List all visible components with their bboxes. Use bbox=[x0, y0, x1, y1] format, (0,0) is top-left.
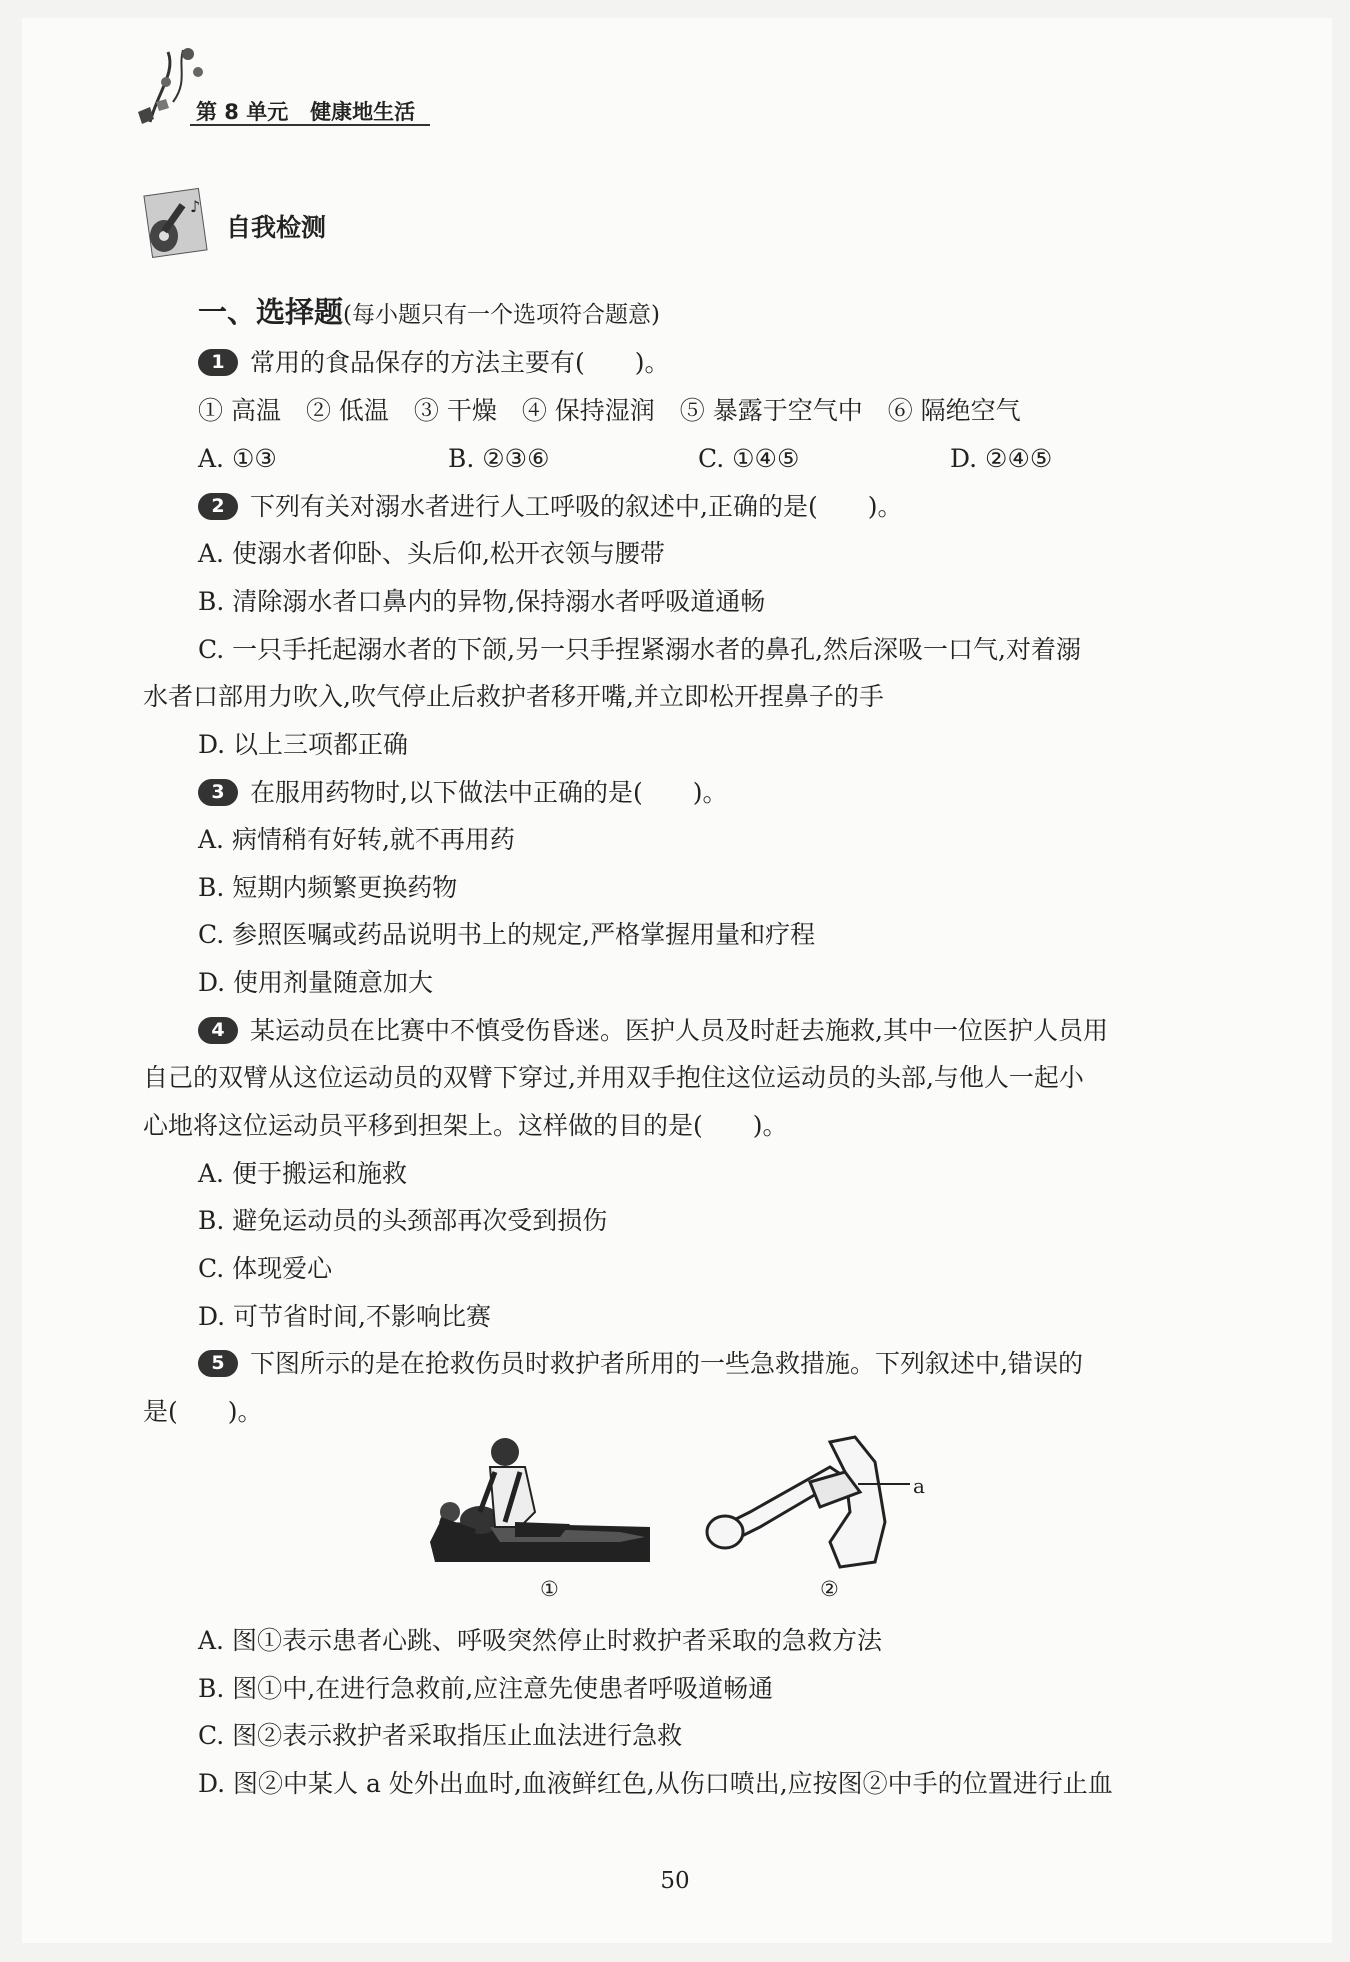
question-4-stem-line1: 4 某运动员在比赛中不慎受伤昏迷。医护人员及时赶去施救,其中一位医护人员用 bbox=[198, 1014, 1108, 1048]
question-5-stem-line2: 是( )。 bbox=[143, 1397, 263, 1426]
header-underline bbox=[190, 124, 430, 126]
unit-header: 第 8 单元 健康地生活 bbox=[196, 100, 416, 124]
question-5-option-d: D. 图②中某人 a 处外出血时,血液鲜红色,从伤口喷出,应按图②中手的位置进行止血 bbox=[198, 1769, 1113, 1798]
question-type-heading: 一、选择题(每小题只有一个选项符合题意) bbox=[198, 295, 660, 329]
question-3-option-d: D. 使用剂量随意加大 bbox=[198, 968, 434, 997]
question-1-option-b: B. ②③⑥ bbox=[448, 444, 550, 473]
question-number-badge: 1 bbox=[198, 349, 238, 376]
question-3-option-b: B. 短期内频繁更换药物 bbox=[198, 873, 458, 902]
cpr-illustration bbox=[420, 1432, 660, 1572]
question-2-option-a: A. 使溺水者仰卧、头后仰,松开衣领与腰带 bbox=[198, 539, 665, 568]
question-4-stem-line2: 自己的双臂从这位运动员的双臂下穿过,并用双手抱住这位运动员的头部,与他人一起小 bbox=[143, 1063, 1084, 1092]
question-4-option-c: C. 体现爱心 bbox=[198, 1254, 333, 1283]
question-2-option-d: D. 以上三项都正确 bbox=[198, 730, 409, 759]
figure-2-caption: ② bbox=[820, 1577, 839, 1601]
question-1-option-d: D. ②④⑤ bbox=[950, 444, 1053, 473]
question-number-badge: 4 bbox=[198, 1017, 238, 1044]
question-4-option-a: A. 便于搬运和施救 bbox=[198, 1159, 407, 1188]
question-4-option-d: D. 可节省时间,不影响比赛 bbox=[198, 1302, 491, 1331]
arm-pressure-illustration bbox=[700, 1432, 940, 1577]
question-number-badge: 5 bbox=[198, 1350, 238, 1377]
question-3-option-c: C. 参照医嘱或药品说明书上的规定,严格掌握用量和疗程 bbox=[198, 920, 816, 949]
question-5-option-b: B. 图①中,在进行急救前,应注意先使患者呼吸道畅通 bbox=[198, 1674, 774, 1703]
question-5-stem-line1: 5 下图所示的是在抢救伤员时救护者所用的一些急救措施。下列叙述中,错误的 bbox=[198, 1347, 1083, 1381]
question-number-badge: 3 bbox=[198, 779, 238, 806]
question-number-badge: 2 bbox=[198, 493, 238, 520]
question-3-stem: 3 在服用药物时,以下做法中正确的是( )。 bbox=[198, 776, 727, 810]
figure-2-label-a: a bbox=[913, 1474, 925, 1498]
question-4-option-b: B. 避免运动员的头颈部再次受到损伤 bbox=[198, 1206, 608, 1235]
figure-1-caption: ① bbox=[540, 1577, 559, 1601]
question-1-items: ① 高温 ② 低温 ③ 干燥 ④ 保持湿润 ⑤ 暴露于空气中 ⑥ 隔绝空气 bbox=[198, 396, 1021, 425]
question-4-stem-line3: 心地将这位运动员平移到担架上。这样做的目的是( )。 bbox=[143, 1111, 788, 1140]
question-2-option-c-line1: C. 一只手托起溺水者的下颌,另一只手捏紧溺水者的鼻孔,然后深吸一口气,对着溺 bbox=[198, 635, 1081, 664]
question-2-option-b: B. 清除溺水者口鼻内的异物,保持溺水者呼吸道通畅 bbox=[198, 587, 766, 616]
guitar-icon bbox=[140, 186, 210, 264]
question-2-stem: 2 下列有关对溺水者进行人工呼吸的叙述中,正确的是( )。 bbox=[198, 490, 902, 524]
question-1-option-a: A. ①③ bbox=[198, 444, 277, 473]
svg-text:♪: ♪ bbox=[190, 197, 201, 216]
question-1-stem: 1 常用的食品保存的方法主要有( )。 bbox=[198, 346, 670, 380]
section-title: 自我检测 bbox=[226, 213, 327, 242]
question-3-option-a: A. 病情稍有好转,就不再用药 bbox=[198, 825, 515, 854]
page-number: 50 bbox=[660, 1868, 690, 1894]
question-5-option-a: A. 图①表示患者心跳、呼吸突然停止时救护者采取的急救方法 bbox=[198, 1626, 882, 1655]
question-5-option-c: C. 图②表示救护者采取指压止血法进行急救 bbox=[198, 1721, 683, 1750]
question-2-option-c-line2: 水者口部用力吹入,吹气停止后救护者移开嘴,并立即松开捏鼻子的手 bbox=[143, 682, 884, 711]
question-1-option-c: C. ①④⑤ bbox=[698, 444, 800, 473]
